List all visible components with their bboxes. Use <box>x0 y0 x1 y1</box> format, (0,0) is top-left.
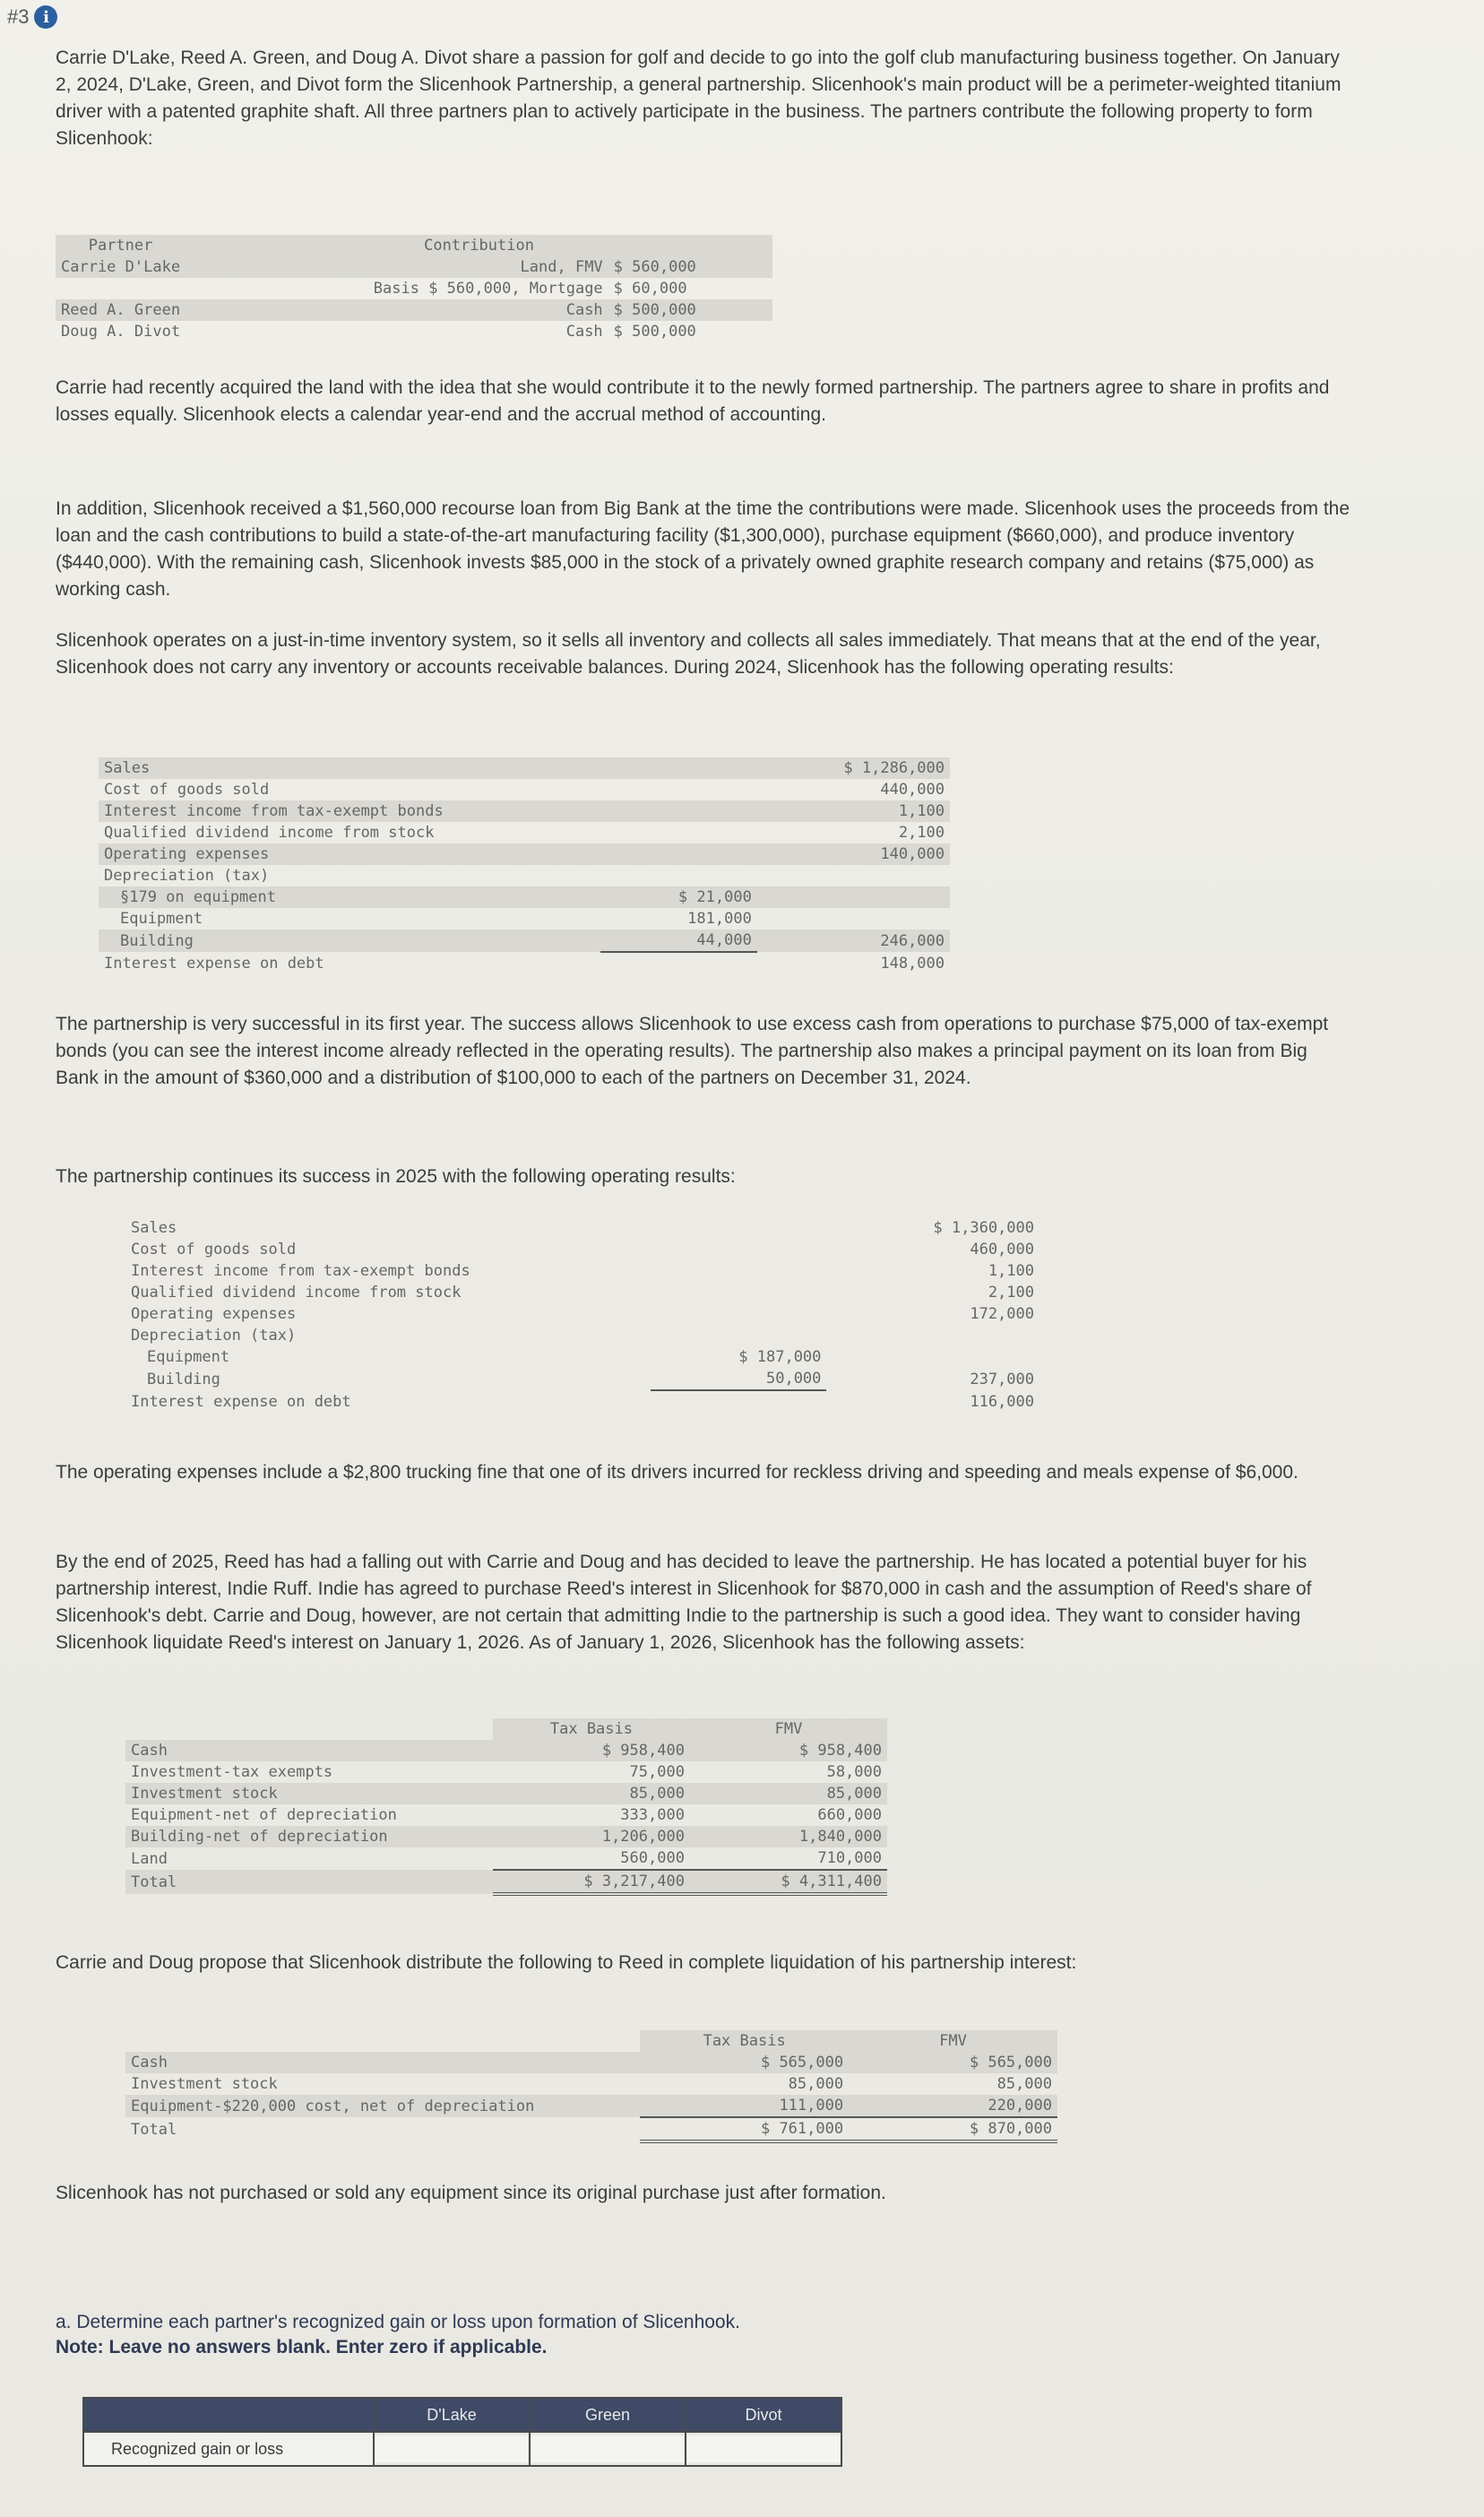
answer-header-green: Green <box>530 2398 686 2432</box>
ops-label: Qualified dividend income from stock <box>104 824 435 842</box>
green-gain-input[interactable] <box>531 2435 684 2462</box>
ops-mid <box>651 1303 827 1325</box>
ops-mid <box>600 865 757 887</box>
asset-fmv: 660,000 <box>817 1806 882 1824</box>
ops-mid <box>600 757 757 779</box>
ops-right: 172,000 <box>970 1305 1034 1323</box>
contrib-item: Cash <box>565 323 603 341</box>
ops-mid <box>651 1390 827 1413</box>
dist-basis: 85,000 <box>788 2075 844 2093</box>
contrib-partner: Doug A. Divot <box>61 323 181 341</box>
dist-total-basis: $ 761,000 <box>640 2117 849 2141</box>
ops-label: Cost of goods sold <box>104 781 270 799</box>
assets-table <box>125 1718 887 1896</box>
part-a-question: a. Determine each partner's recognized gain or loss upon formation of Slicenhook. <box>56 2312 740 2332</box>
operating-results-2024 <box>99 757 950 974</box>
ops-mid <box>651 1239 827 1260</box>
dist-basis: 111,000 <box>640 2095 849 2117</box>
answer-table <box>82 2397 842 2467</box>
dist-total-fmv: $ 870,000 <box>849 2117 1057 2141</box>
paragraph-equipment-note: Slicenhook has not purchased or sold any equipment since its original purchase just after formation. <box>56 2183 886 2203</box>
ops-label: Qualified dividend income from stock <box>131 1284 462 1302</box>
header-fmv: FMV <box>690 1718 887 1740</box>
asset-total-basis: $ 3,217,400 <box>493 1870 690 1894</box>
ops-label: §179 on equipment <box>120 888 276 906</box>
ops-label: Interest income from tax-exempt bonds <box>131 1262 470 1280</box>
part-a-note: Note: Leave no answers blank. Enter zero if applicable. <box>56 2337 548 2357</box>
asset-label: Cash <box>131 1742 168 1760</box>
header-contribution: Contribution <box>424 237 534 255</box>
ops-right: 440,000 <box>880 781 945 799</box>
asset-label: Building-net of depreciation <box>131 1828 388 1846</box>
paragraph-2025: The partnership continues its success in 2025 with the following operating results: <box>56 1166 736 1187</box>
dist-label: Cash <box>131 2054 168 2072</box>
ops-label: Equipment <box>147 1348 230 1366</box>
asset-label: Land <box>131 1849 168 1868</box>
ops-right <box>757 887 950 908</box>
contrib-amount: $ 60,000 <box>613 280 687 298</box>
ops-mid <box>651 1282 827 1303</box>
dist-label: Investment stock <box>131 2075 278 2093</box>
ops-mid <box>600 800 757 822</box>
ops-label: Depreciation (tax) <box>104 867 270 885</box>
dlake-gain-input[interactable] <box>375 2435 528 2462</box>
ops-label: Sales <box>131 1219 177 1237</box>
ops-label: Equipment <box>120 910 203 928</box>
question-number: #3 <box>7 5 30 28</box>
ops-mid <box>600 952 757 974</box>
intro-paragraph: Carrie D'Lake, Reed A. Green, and Doug A. Divot share a passion for golf and decide to go into the golf club manufacturing business together. On January 2, 2024, D'Lake, Green, and Divot form the Slicenhook Partnership, a general partnership. Slicenhook's main product will be a perimeter-weighted titanium driver with a patented graphite shaft. All three partners plan to actively participate in the business. The partners contribute the following property to form Slicenhook: <box>56 48 1342 149</box>
ops-label: Operating expenses <box>104 845 270 863</box>
paragraph-success: The partnership is very successful in its first year. The success allows Slicenhook to use excess cash from operations to purchase $75,000 of tax-exempt bonds (you can see the interest income already reflected in the operating results). The partnership also makes a principal payment on its loan from Big Bank in the amount of $360,000 and a distribution of $100,000 to each of the partners on December 31, 2024. <box>56 1014 1329 1088</box>
ops-right <box>757 865 950 887</box>
contrib-item: Basis $ 560,000, Mortgage <box>373 280 603 298</box>
asset-label: Equipment-net of depreciation <box>131 1806 397 1824</box>
contrib-partner: Reed A. Green <box>56 299 186 321</box>
ops-mid <box>600 822 757 843</box>
dist-fmv: $ 565,000 <box>969 2054 1052 2072</box>
paragraph-loan: In addition, Slicenhook received a $1,560,000 recourse loan from Big Bank at the time the contributions were made. Slicenhook uses the proceeds from the loan and the cash contributions to build a state-of-the-art manufacturing facility ($1,300,000), purchase equipment ($660,000), and produce inventory ($440,000). With the remaining cash, Slicenhook invests $85,000 in the stock of a privately owned graphite research company and retains ($75,000) as working cash. <box>56 498 1350 600</box>
ops-right: 460,000 <box>970 1241 1034 1258</box>
ops-right <box>757 908 950 930</box>
ops-right <box>826 1346 1040 1368</box>
question-header <box>7 5 57 29</box>
dist-label: Equipment-$220,000 cost, net of depreciation <box>131 2097 535 2115</box>
asset-label: Investment stock <box>131 1785 278 1803</box>
ops-mid: 181,000 <box>687 910 752 928</box>
ops-right: 116,000 <box>970 1392 1034 1411</box>
ops-label: Building <box>120 931 194 950</box>
contrib-item: Cash <box>186 299 608 321</box>
ops-mid: $ 21,000 <box>677 888 752 906</box>
paragraph-proposal: Carrie and Doug propose that Slicenhook distribute the following to Reed in complete liquidation of his partnership interest: <box>56 1952 1077 1973</box>
contribution-table <box>56 235 772 342</box>
ops-right <box>826 1325 1040 1346</box>
paragraph-expenses: The operating expenses include a $2,800 trucking fine that one of its drivers incurred for reckless driving and speeding and meals expense of $6,000. <box>56 1462 1298 1483</box>
ops-right: 1,100 <box>988 1262 1034 1280</box>
ops-mid <box>651 1325 827 1346</box>
ops-label: Interest expense on debt <box>104 954 324 973</box>
header-partner: Partner <box>88 237 153 255</box>
paragraph-land: Carrie had recently acquired the land with the idea that she would contribute it to the newly formed partnership. The partners agree to share in profits and losses equally. Slicenhook elects a calendar year-end and the accrual method of accounting. <box>56 377 1330 425</box>
answer-row-label: Recognized gain or loss <box>83 2432 374 2466</box>
asset-total-fmv: $ 4,311,400 <box>690 1870 887 1894</box>
ops-right: 237,000 <box>970 1370 1034 1388</box>
contrib-amount: $ 500,000 <box>608 299 772 321</box>
ops-mid <box>600 843 757 865</box>
ops-label: Cost of goods sold <box>131 1241 297 1258</box>
header-fmv: FMV <box>849 2030 1057 2052</box>
ops-label: Interest income from tax-exempt bonds <box>104 802 444 820</box>
answer-header-divot: Divot <box>686 2398 841 2432</box>
asset-fmv: 85,000 <box>826 1785 882 1803</box>
answer-header-dlake: D'Lake <box>374 2398 530 2432</box>
header-tax-basis: Tax Basis <box>493 1718 690 1740</box>
distribution-table <box>125 2030 1057 2143</box>
asset-fmv: 1,840,000 <box>798 1828 882 1846</box>
answer-header-blank <box>83 2398 374 2432</box>
ops-right: 2,100 <box>988 1284 1034 1302</box>
ops-mid: $ 187,000 <box>738 1348 822 1366</box>
ops-label: Sales <box>104 759 151 777</box>
asset-basis: 85,000 <box>629 1785 685 1803</box>
asset-basis: 560,000 <box>493 1847 690 1870</box>
asset-fmv: $ 958,400 <box>798 1742 882 1760</box>
asset-basis: 75,000 <box>629 1763 685 1781</box>
asset-label: Investment-tax exempts <box>131 1763 333 1781</box>
contrib-partner: Carrie D'Lake <box>56 256 186 278</box>
ops-right: 148,000 <box>880 954 945 973</box>
paragraph-operations: Slicenhook operates on a just-in-time inventory system, so it sells all inventory and collects all sales immediately. That means that at the end of the year, Slicenhook does not carry any inventory or accounts receivable balances. During 2024, Slicenhook has the following operating results: <box>56 630 1321 678</box>
ops-mid <box>651 1260 827 1282</box>
ops-right: $ 1,360,000 <box>933 1219 1034 1237</box>
ops-mid: 50,000 <box>651 1368 827 1390</box>
contrib-amount: $ 560,000 <box>608 256 772 278</box>
ops-mid: 44,000 <box>600 930 757 952</box>
operating-results-2025 <box>125 1217 1040 1413</box>
asset-basis: 1,206,000 <box>601 1828 685 1846</box>
ops-label: Operating expenses <box>131 1305 297 1323</box>
contrib-partner <box>56 278 186 299</box>
ops-mid <box>600 779 757 800</box>
contrib-item: Land, FMV <box>186 256 608 278</box>
dist-total-label: Total <box>131 2120 177 2139</box>
ops-label: Building <box>147 1370 220 1388</box>
asset-fmv: 710,000 <box>690 1847 887 1870</box>
ops-mid <box>651 1217 827 1239</box>
info-icon[interactable]: i <box>34 5 57 29</box>
asset-total-label: Total <box>131 1873 177 1891</box>
ops-right: 1,100 <box>898 802 945 820</box>
contrib-amount: $ 500,000 <box>613 323 696 341</box>
divot-gain-input[interactable] <box>687 2435 840 2462</box>
asset-basis: $ 958,400 <box>601 1742 685 1760</box>
ops-label: Depreciation (tax) <box>131 1327 297 1345</box>
asset-fmv: 58,000 <box>826 1763 882 1781</box>
paragraph-reed: By the end of 2025, Reed has had a falling out with Carrie and Doug and has decided to leave the partnership. He has located a potential buyer for his partnership interest, Indie Ruff. Indie has agreed to purchase Reed's interest in Slicenhook for $870,000 in cash and the assumption of Reed's share of Slicenhook's debt. Carrie and Doug, however, are not certain that admitting Indie to the partnership is such a good idea. They want to consider having Slicenhook liquidate Reed's interest on January 1, 2026. As of January 1, 2026, Slicenhook has the following assets: <box>56 1552 1312 1653</box>
ops-right: 246,000 <box>880 931 945 950</box>
ops-right: 140,000 <box>880 845 945 863</box>
dist-fmv: 220,000 <box>849 2095 1057 2117</box>
asset-basis: 333,000 <box>620 1806 685 1824</box>
dist-basis: $ 565,000 <box>760 2054 844 2072</box>
ops-label: Interest expense on debt <box>131 1392 351 1411</box>
ops-right: $ 1,286,000 <box>843 759 945 777</box>
header-tax-basis: Tax Basis <box>640 2030 849 2052</box>
dist-fmv: 85,000 <box>997 2075 1052 2093</box>
ops-right: 2,100 <box>898 824 945 842</box>
